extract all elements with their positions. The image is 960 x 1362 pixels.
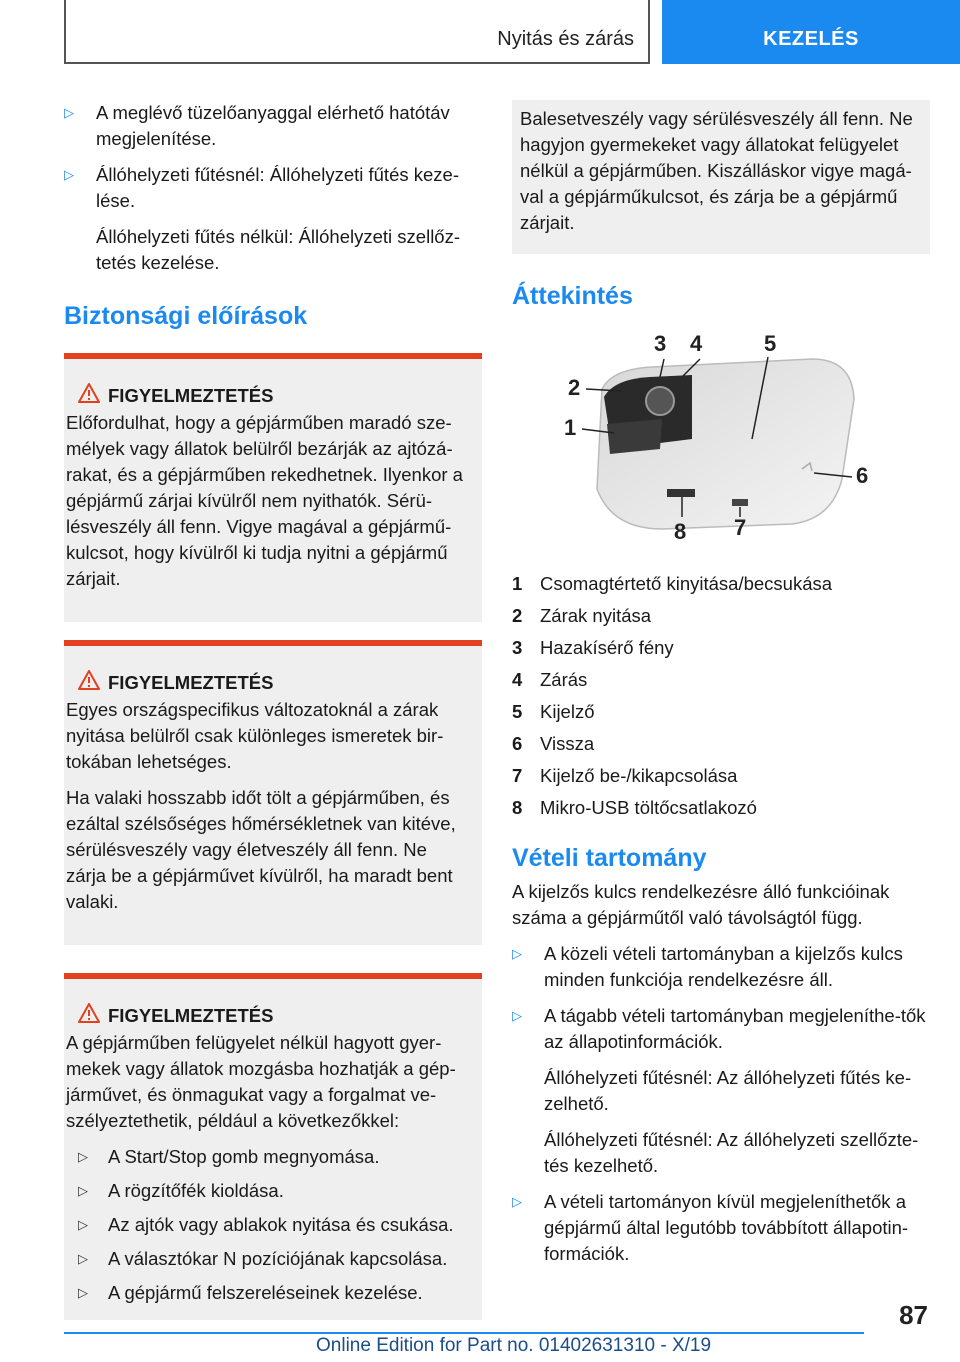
legend-list: [512, 568, 930, 824]
warning-list-item: ▷ A választókar N pozíciójának kapcsolása.: [66, 1246, 472, 1272]
warning-triangle-icon: [66, 383, 108, 408]
callout-label: 1: [564, 415, 577, 440]
bullet-triangle-icon: ▷: [64, 167, 74, 182]
warning-text: Ha valaki hosszabb időt tölt a gépjárműben, és ezáltal szélsőséges hőmérsékletnek van kitéve, sérülésveszély vagy életveszély áll fenn. Ne zárja be a gépjárművet kívülről, ha maradt bent valaki.: [66, 787, 456, 912]
list-item: 6 Vissza: [512, 733, 595, 754]
sub-paragraph: Állóhelyzeti fűtésnél: Az állóhelyzeti szellőzte-tés kezelhető.: [544, 1129, 919, 1176]
header-chapter-label: KEZELÉS: [763, 28, 859, 50]
display-key-illustration: [542, 329, 882, 549]
list-item: ▷ A közeli vételi tartományban a kijelzős kulcs minden funkciója rendelkezésre áll.: [512, 941, 930, 993]
header-section-title: Nyitás és zárás: [497, 28, 634, 50]
header-section-box: [64, 0, 650, 64]
callout-label: 2: [568, 375, 581, 400]
bullet-triangle-icon: ▷: [78, 1251, 88, 1266]
list-item: 4 Zárás: [512, 669, 588, 690]
footer-divider: [64, 1332, 864, 1334]
page-header: [0, 0, 960, 66]
footer-edition-text: Online Edition for Part no. 01402631310 - X/19: [316, 1335, 712, 1356]
list-item: 3 Hazakísérő fény: [512, 637, 674, 658]
warning-header: [66, 670, 472, 695]
warning-title: FIGYELMEZTETÉS: [108, 1004, 274, 1026]
callout-label: 4: [690, 331, 703, 356]
warning-title: FIGYELMEZTETÉS: [108, 671, 274, 693]
warning-box: [64, 973, 482, 1320]
right-column: [512, 100, 930, 1277]
sub-paragraph: Állóhelyzeti fűtés nélkül: Állóhelyzeti szellőz-tetés kezelése.: [96, 226, 461, 273]
callout-label: 5: [764, 331, 777, 356]
list-item: ▷ A meglévő tüzelőanyaggal elérhető hatótáv megjelenítése.: [64, 100, 482, 152]
warning-text: A gépjárműben felügyelet nélkül hagyott gyer-mekek vagy állatok mozgásba hozhatják a gép-járművet, és önmagukat vagy a forgalmat ve-szélyeztethetik, például a következőkkel:: [66, 1032, 456, 1131]
list-item: 8 Mikro-USB töltőcsatlakozó: [512, 797, 757, 818]
warning-list-item: ▷ Az ajtók vagy ablakok nyitása és csukása.: [66, 1212, 472, 1238]
warning-triangle-icon: [66, 670, 108, 695]
bullet-triangle-icon: ▷: [78, 1217, 88, 1232]
warning-text: Előfordulhat, hogy a gépjárműben maradó sze-mélyek vagy állatok belülről bezárják az ajtózá-rakat, és a gépjárműben rekedhetnek. Ilyenkor a gépjármű zárjai kívülről nem nyithatók. Sérü-lésveszély áll fenn. Vigye magával a gépjármű-kulcsot, hogy kívülről ki tudja nyitni a gépjármű zárjait.: [66, 412, 463, 589]
warning-title: FIGYELMEZTETÉS: [108, 384, 274, 406]
list-item: 5 Kijelző: [512, 701, 595, 722]
list-item: ▷ Állóhelyzeti fűtésnél: Állóhelyzeti fűtés keze-lése.: [64, 162, 482, 214]
section-heading-safety: Biztonsági előírások: [64, 302, 308, 330]
sub-paragraph: Állóhelyzeti fűtésnél: Az állóhelyzeti fűtés ke-zelhető.: [544, 1067, 912, 1114]
warning-box: [64, 353, 482, 622]
bullet-triangle-icon: ▷: [78, 1149, 88, 1164]
bullet-triangle-icon: ▷: [78, 1183, 88, 1198]
list-item: 1 Csomagtértető kinyitása/becsukása: [512, 573, 833, 594]
list-item: 2 Zárak nyitása: [512, 605, 652, 626]
warning-header: [66, 1003, 472, 1028]
section-heading-range: Vételi tartomány: [512, 844, 707, 872]
range-intro: A kijelzős kulcs rendelkezésre álló funkcióinak száma a gépjárműtől való távolságtól függ.: [512, 881, 890, 928]
callout-label: 6: [856, 463, 869, 488]
warning-list-item: ▷ A rögzítőfék kioldása.: [66, 1178, 472, 1204]
warning-list-item: ▷ A gépjármű felszereléseinek kezelése.: [66, 1280, 472, 1306]
bullet-triangle-icon: ▷: [64, 105, 74, 120]
callout-label: 8: [674, 519, 687, 544]
warning-continuation: Balesetveszély vagy sérülésveszély áll fenn. Ne hagyjon gyermekeket vagy állatokat felügyelet nélkül a gépjárműben. Kiszálláskor vigye magá-val a gépjárműkulcsot, és zárja be a gépjármű zárjait.: [512, 100, 930, 254]
left-column: [64, 100, 482, 1320]
callout-label: 7: [734, 515, 747, 540]
list-item: ▷ A tágabb vételi tartományban megjeleníthe-tők az állapotinformációk.: [512, 1003, 930, 1055]
callout-label: 3: [654, 331, 667, 356]
bullet-triangle-icon: ▷: [512, 1194, 522, 1209]
warning-box: [64, 640, 482, 945]
header-chapter-tab: [662, 0, 960, 64]
list-item: 7 Kijelző be-/kikapcsolása: [512, 765, 738, 786]
bullet-triangle-icon: ▷: [512, 946, 522, 961]
warning-text: Egyes országspecifikus változatoknál a zárak nyitása belülről csak különleges ismeretek bir-tokában lehetséges.: [66, 699, 444, 772]
warning-triangle-icon: [66, 1003, 108, 1028]
section-heading-overview: Áttekintés: [512, 282, 633, 310]
bullet-triangle-icon: ▷: [78, 1285, 88, 1300]
warning-list-item: ▷ A Start/Stop gomb megnyomása.: [66, 1144, 472, 1170]
warning-header: [66, 383, 472, 408]
page-number: 87: [899, 1300, 928, 1330]
list-item: ▷ A vételi tartományon kívül megjeleníthetők a gépjármű által legutóbb továbbított állapotin-formációk.: [512, 1189, 930, 1267]
bullet-triangle-icon: ▷: [512, 1008, 522, 1023]
